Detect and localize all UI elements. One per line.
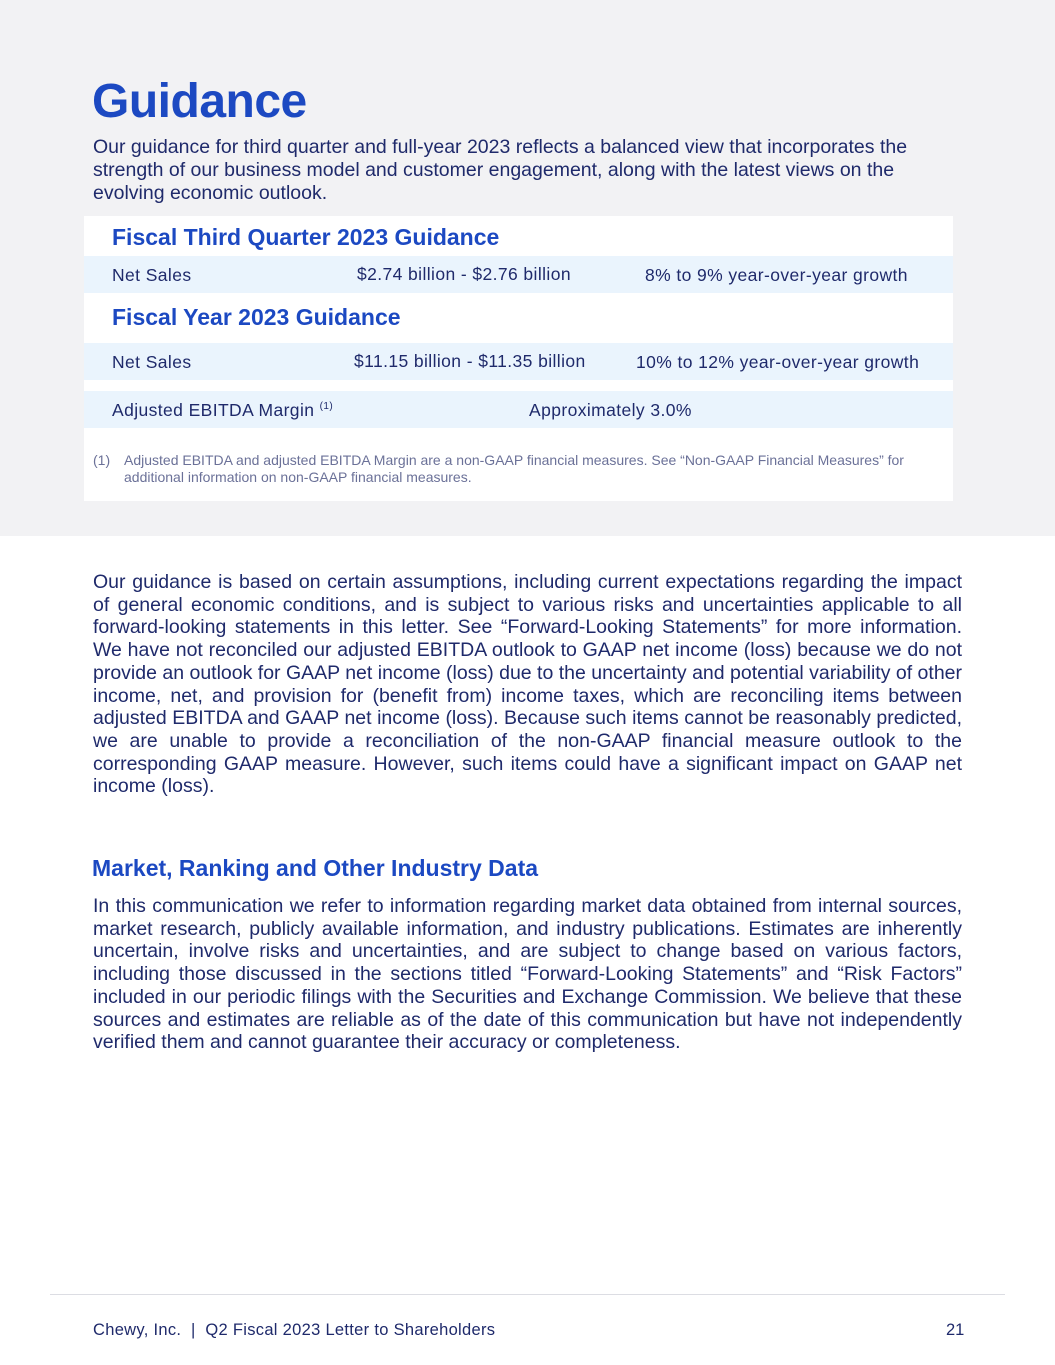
guidance-table	[84, 216, 953, 501]
fy-net-sales-growth: 10% to 12% year-over-year growth	[636, 352, 920, 372]
fy-guidance-heading: Fiscal Year 2023 Guidance	[112, 304, 401, 330]
assumptions-paragraph: Our guidance is based on certain assumptions, including current expectations regarding the impact of general economic conditions, and is subject to various risks and uncertainties applicable to all forward-looking statements in this letter. See “Forward-Looking Statements” for more information. We have not reconciled our adjusted EBITDA outlook to GAAP net income (loss) because we do not provide an outlook for GAAP net income (loss) due to the uncertainty and potential variability of other income, net, and provision for (benefit from) income taxes, which are reconciling items between adjusted EBITDA and GAAP net income (loss). Because such items cannot be reasonably predicted, we are unable to provide a reconciliation of the non-GAAP financial measure outlook to the corresponding GAAP measure. However, such items could have a significant impact on GAAP net income (loss).	[93, 571, 962, 798]
footnote-number: (1)	[93, 452, 111, 468]
market-data-paragraph: In this communication we refer to information regarding market data obtained from internal sources, market research, publicly available information, and industry publications. Estimates are inherently uncertain, involve risks and uncertainties, and are subject to change based on various factors, including those discussed in the sections titled “Forward-Looking Statements” and “Risk Factors” included in our periodic filings with the Securities and Exchange Commission. We believe that these sources and estimates are reliable as of the date of this communication but have not independently verified them and cannot guarantee their accuracy or completeness.	[93, 895, 962, 1054]
fy-net-sales-range: $11.15 billion - $11.35 billion	[354, 351, 586, 371]
fy-ebitda-margin-value: Approximately 3.0%	[529, 400, 692, 420]
q3-net-sales-growth: 8% to 9% year-over-year growth	[645, 265, 908, 285]
page-number: 21	[946, 1321, 965, 1339]
fy-ebitda-margin-row	[84, 391, 953, 428]
q3-net-sales-range: $2.74 billion - $2.76 billion	[357, 264, 571, 284]
q3-net-sales-label: Net Sales	[112, 265, 192, 285]
fy-net-sales-label: Net Sales	[112, 352, 192, 372]
page-title: Guidance	[92, 75, 307, 128]
q3-net-sales-row	[84, 256, 953, 293]
fy-ebitda-margin-label: Adjusted EBITDA Margin	[112, 400, 315, 420]
footnote-text: Adjusted EBITDA and adjusted EBITDA Margin are a non-GAAP financial measures. See “Non-GAAP Financial Measures” for additional information on non-GAAP financial measures.	[124, 452, 904, 485]
footer-divider	[50, 1294, 1005, 1295]
market-data-heading: Market, Ranking and Other Industry Data	[92, 855, 539, 881]
intro-paragraph: Our guidance for third quarter and full-year 2023 reflects a balanced view that incorporates the strength of our business model and customer engagement, along with the latest views on the evolving economic outlook.	[93, 136, 908, 204]
fy-net-sales-row	[84, 343, 953, 380]
footer-document-title: Chewy, Inc. | Q2 Fiscal 2023 Letter to Shareholders	[93, 1321, 496, 1339]
q3-guidance-heading: Fiscal Third Quarter 2023 Guidance	[112, 224, 500, 250]
footnote-reference: (1)	[319, 401, 334, 413]
fy-ebitda-margin-label-wrap	[112, 400, 333, 421]
